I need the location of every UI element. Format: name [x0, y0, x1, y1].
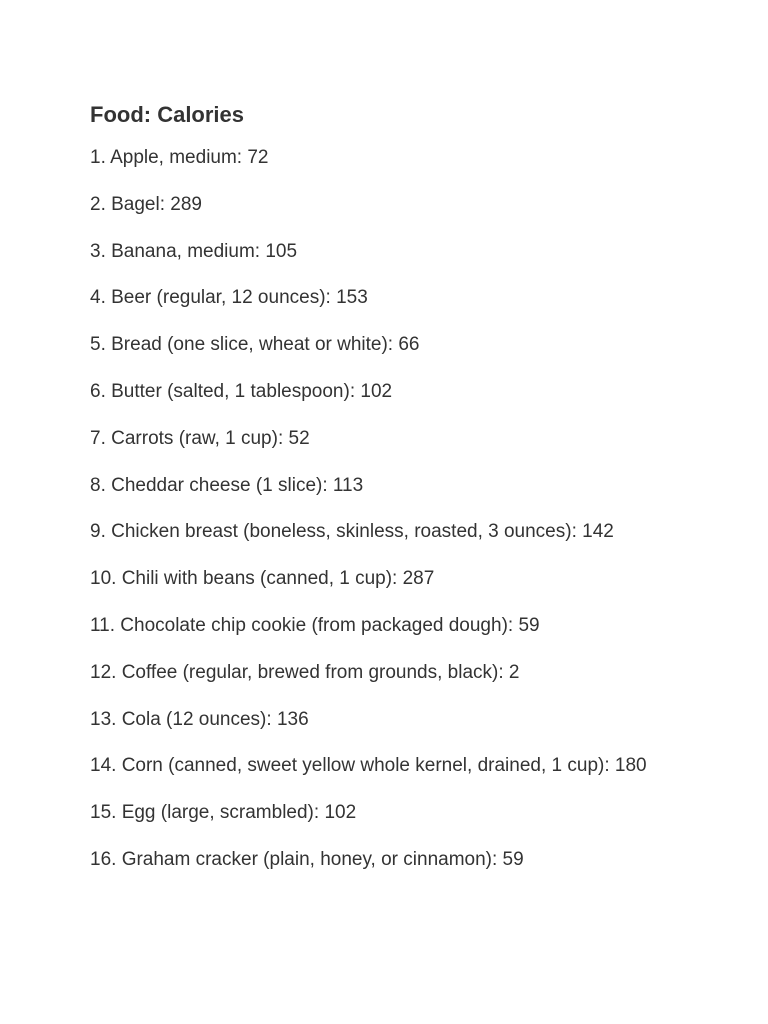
- list-item: 13. Cola (12 ounces): 136: [90, 708, 309, 730]
- list-item: 12. Coffee (regular, brewed from grounds, black): 2: [90, 661, 520, 683]
- list-item: 15. Egg (large, scrambled): 102: [90, 802, 357, 824]
- list-item: 4. Beer (regular, 12 ounces): 153: [90, 287, 368, 309]
- list-item: 10. Chili with beans (canned, 1 cup): 287: [90, 568, 435, 590]
- document-body: [90, 100, 660, 892]
- list-item: 16. Graham cracker (plain, honey, or cinnamon): 59: [90, 848, 524, 870]
- list-item: 11. Chocolate chip cookie (from packaged dough): 59: [90, 614, 540, 636]
- list-item: 3. Banana, medium: 105: [90, 240, 298, 262]
- list-item: 5. Bread (one slice, wheat or white): 66: [90, 334, 420, 356]
- list-item: 1. Apple, medium: 72: [90, 147, 269, 168]
- list-item: 14. Corn (canned, sweet yellow whole kernel, drained, 1 cup): 180: [90, 755, 647, 777]
- list-item: 2. Bagel: 289: [90, 193, 202, 215]
- list-item: 9. Chicken breast (boneless, skinless, roasted, 3 ounces): 142: [90, 521, 614, 543]
- list-item: 7. Carrots (raw, 1 cup): 52: [90, 427, 310, 449]
- document-title: Food: Calories: [90, 102, 245, 127]
- food-calorie-list: [90, 143, 660, 875]
- list-item: 8. Cheddar cheese (1 slice): 113: [90, 474, 364, 496]
- list-item: 6. Butter (salted, 1 tablespoon): 102: [90, 380, 393, 402]
